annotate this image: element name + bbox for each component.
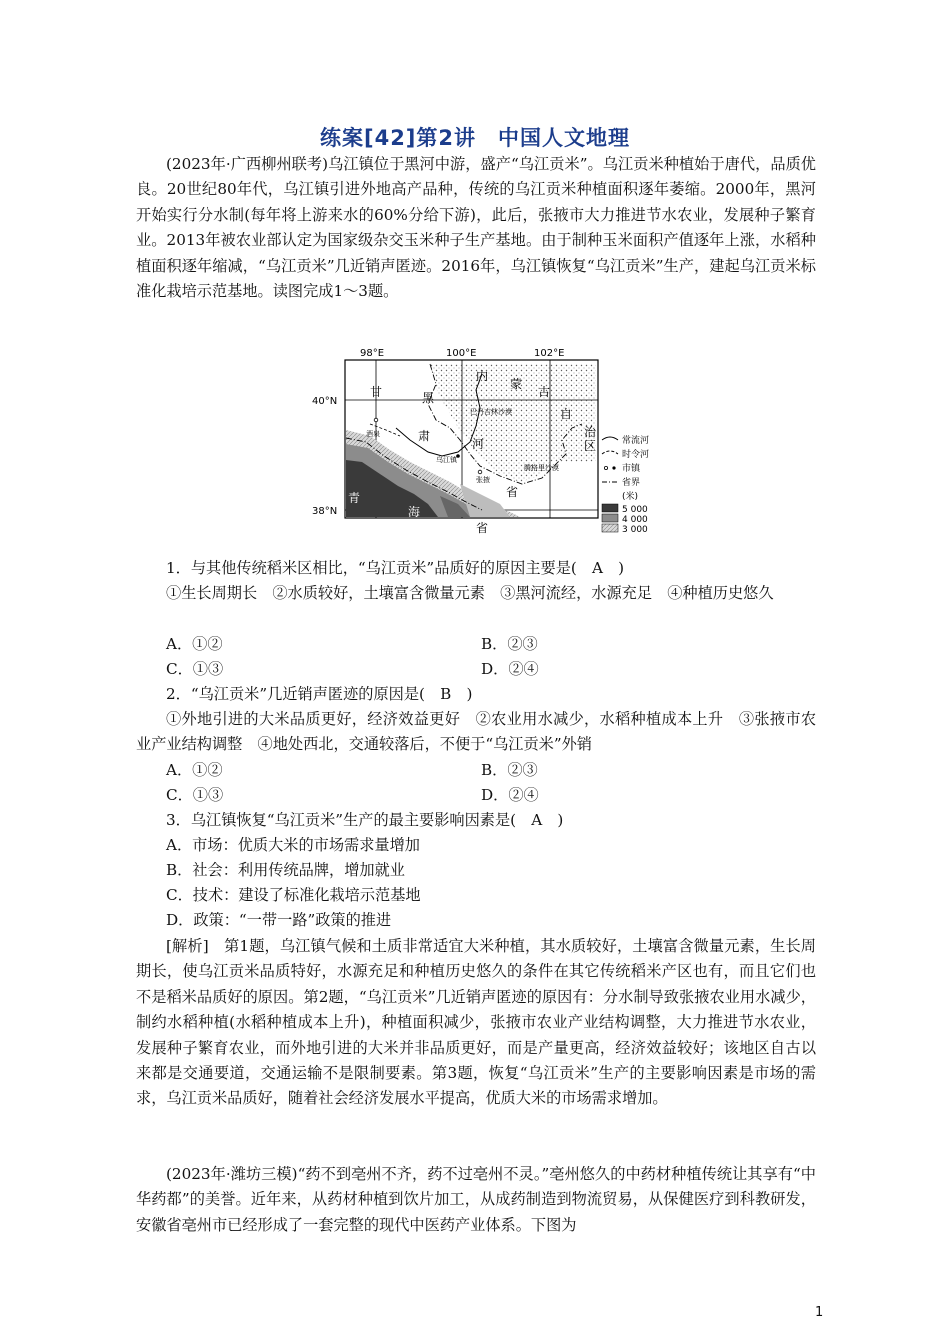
question-1-option: D．②④ [481,660,539,678]
question-2-option: A．①② [166,761,223,779]
region-label: 省 [476,521,489,535]
region-label: 蒙 [510,377,523,391]
question-3-stem: 3．乌江镇恢复“乌江贡米”生产的最主要影响因素是( A ) [166,811,564,829]
region-label: 河 [472,437,485,451]
place-label: 巴丹吉林沙漠 [470,408,512,416]
question-3-option: D．政策：“一带一路”政策的推进 [166,911,392,929]
legend-unit: (米) [622,492,639,502]
lat-label: 40°N [312,396,338,407]
region-label: 省 [506,485,519,499]
question-2-option: C．①③ [166,786,224,804]
legend-label: 省界 [622,478,641,488]
region-label: 自 [560,407,573,421]
legend-label: 市镇 [622,464,641,474]
page-title: 练案[42]第2讲 中国人文地理 [319,126,631,150]
town-jiuquan [374,418,378,422]
lon-label: 102°E [534,348,565,359]
place-label: 乌江镇 [436,456,457,464]
lon-label: 98°E [360,348,385,359]
question-1-stem: 1．与其他传统稻米区相比，“乌江贡米”品质好的原因主要是( A ) [166,559,625,577]
intro-paragraph-1: (2023年·广西柳州联考)乌江镇位于黑河中游，盛产“乌江贡米”。乌江贡米种植始于唐代，品质优良。20世纪80年代，乌江镇引进外地高产品种，传统的乌江贡米种植面积逐年萎缩。2000年，黑河开始实行分水制(每年将上游来水的60%分给下游)，此后，张掖市大力推进节水农业，发展种子繁育业。2013年被农业部认定为国家级杂交玉米种子生产基地。由于制种玉米面积产值逐年上涨，水稻种植面积逐年缩减，“乌江贡米”几近销声匿迹。2016年，乌江镇恢复“乌江贡米”生产，建起乌江贡米标准化栽培示范基地。读图完成1～3题。 [136,155,816,301]
region-label: 肃 [418,429,431,443]
map-figure [310,344,670,540]
question-2-stem: 2．“乌江贡米”几近销声匿迹的原因是( B ) [166,685,473,703]
town-zhangye [478,470,482,474]
legend-elevation: 5 000 [622,505,648,515]
region-label: 甘 [370,385,383,399]
region-label: 黑 [422,391,435,405]
intro-paragraph-2: (2023年·潍坊三模)“药不到亳州不齐，药不过亳州不灵。”亳州悠久的中药材种植传统让其享有“中华药都”的美誉。近年来，从药材种植到饮片加工，从成药制造到物流贸易，从保健医疗到科教研发，安徽省亳州市已经形成了一套完整的现代中医药产业体系。下图为 [136,1165,816,1234]
place-label: 腾格里沙漠 [524,464,559,472]
legend-elevation: 3 000 [622,525,648,535]
question-1-option: B．②③ [481,635,538,653]
question-3-option: B．社会：利用传统品牌，增加就业 [166,861,405,879]
legend-elevation: 4 000 [622,515,648,525]
question-3-option: A．市场：优质大米的市场需求量增加 [166,836,420,854]
region-label: 内 [476,369,489,383]
place-label: 张掖 [476,476,490,484]
region-label: 古 [538,385,551,399]
region-label: 青 [348,491,361,505]
analysis-paragraph: [解析] 第1题，乌江镇气候和土质非常适宜大米种植，其水质较好，土壤富含微量元素，生长周期长，使乌江贡米品质特好，水源充足和种植历史悠久的条件在其它传统稻米产区也有，而且它们也不是稻米品质好的原因。第2题，“乌江贡米”几近销声匿迹的原因有：分水制导致张掖农业用水减少，制约水稻种植(水稻种植成本上升)，种植面积减少，张掖市农业产业结构调整，大力推进节水农业，发展种子繁育农业，而外地引进的大米并非品质更好，而是产量更高，经济效益较好；该地区自古以来都是交通要道，交通运输不是限制要素。第3题，恢复“乌江贡米”生产的主要影响因素是市场的需求，乌江贡米品质好，随着社会经济发展水平提高，优质大米的市场需求增加。 [136,937,816,1108]
lat-label: 38°N [312,506,338,517]
region-label: 治 [584,425,597,439]
question-2-statements: ①外地引进的大米品质更好，经济效益更好 ②农业用水减少，水稻种植成本上升 ③张掖市农业产业结构调整 ④地处西北，交通较落后，不便于“乌江贡米”外销 [136,710,816,754]
lon-label: 100°E [446,348,477,359]
question-1-option: C．①③ [166,660,224,678]
question-1-statements: ①生长周期长 ②水质较好，土壤富含微量元素 ③黑河流经，水源充足 ④种植历史悠久 [166,584,774,602]
question-2-option: B．②③ [481,761,538,779]
question-2-option: D．②④ [481,786,539,804]
page-number: 1 [815,1305,824,1320]
legend-label: 时令河 [622,450,650,460]
legend-label: 常流河 [622,436,650,446]
question-1-option: A．①② [166,635,223,653]
region-label: 海 [408,505,421,519]
map-legend [602,434,649,535]
question-3-option: C．技术：建设了标准化栽培示范基地 [166,886,421,904]
place-label: 酒泉 [366,430,380,438]
region-label: 区 [584,439,597,453]
